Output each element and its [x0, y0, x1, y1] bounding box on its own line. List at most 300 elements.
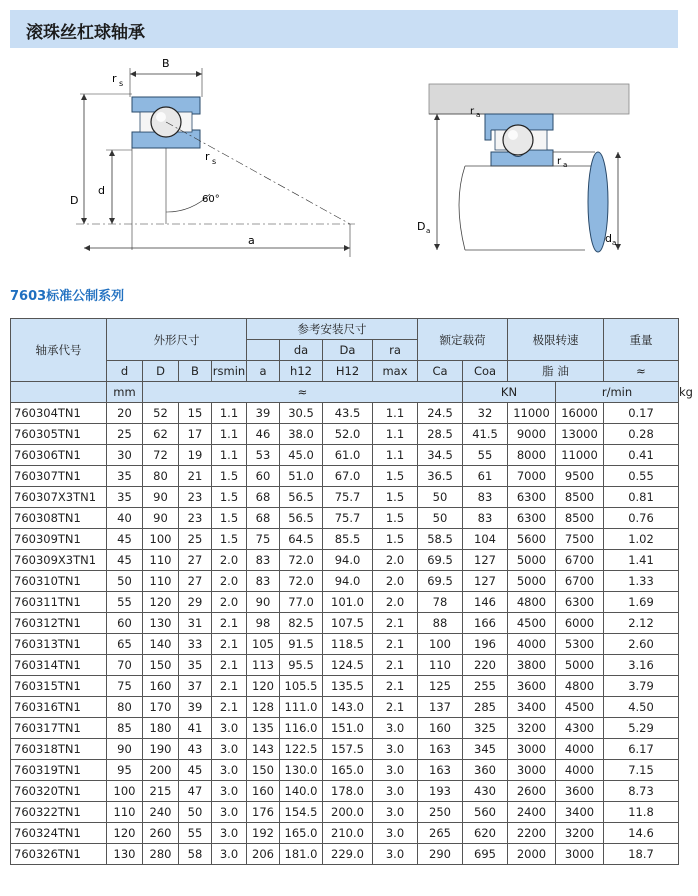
table-row [11, 718, 679, 739]
cell-d: 90 [107, 739, 143, 760]
cell-model: 760314TN1 [11, 655, 107, 676]
table-row [11, 823, 679, 844]
cell-Da: 75.7 [323, 508, 373, 529]
th-d: d [107, 361, 143, 382]
cell-Da: 165.0 [323, 760, 373, 781]
cell-speed-oil: 4300 [556, 718, 604, 739]
cell-Coa: 127 [463, 571, 508, 592]
cell-Da: 52.0 [323, 424, 373, 445]
cell-a: 160 [247, 781, 280, 802]
dim-label-rs-top: r [112, 72, 117, 85]
cell-a: 83 [247, 550, 280, 571]
cell-D: 240 [143, 802, 179, 823]
cell-ra: 3.0 [373, 802, 418, 823]
cell-Da: 101.0 [323, 592, 373, 613]
cell-weight: 8.73 [604, 781, 679, 802]
th-unit-approx: ≈ [143, 382, 463, 403]
dim-label-da: d [605, 232, 612, 245]
cell-Ca: 163 [418, 739, 463, 760]
cell-weight: 11.8 [604, 802, 679, 823]
cell-speed-grease: 7000 [508, 466, 556, 487]
cell-weight: 0.81 [604, 487, 679, 508]
cell-speed-oil: 3000 [556, 844, 604, 865]
cell-Ca: 290 [418, 844, 463, 865]
cell-Da: 143.0 [323, 697, 373, 718]
cell-speed-oil: 4000 [556, 739, 604, 760]
cell-Da: 118.5 [323, 634, 373, 655]
cell-a: 60 [247, 466, 280, 487]
cell-speed-oil: 3400 [556, 802, 604, 823]
cell-model: 760324TN1 [11, 823, 107, 844]
th-load: 额定载荷 [418, 319, 508, 361]
cell-da: 77.0 [280, 592, 323, 613]
cell-B: 23 [179, 487, 212, 508]
cell-rsmin: 1.5 [212, 487, 247, 508]
cell-Coa: 146 [463, 592, 508, 613]
cell-Da: 61.0 [323, 445, 373, 466]
cell-speed-grease: 9000 [508, 424, 556, 445]
cell-Coa: 104 [463, 529, 508, 550]
cell-da: 38.0 [280, 424, 323, 445]
cell-Ca: 160 [418, 718, 463, 739]
cell-weight: 0.17 [604, 403, 679, 424]
table-row [11, 844, 679, 865]
cell-Da: 229.0 [323, 844, 373, 865]
cell-model: 760311TN1 [11, 592, 107, 613]
cell-D: 200 [143, 760, 179, 781]
cell-D: 90 [143, 508, 179, 529]
cell-weight: 1.69 [604, 592, 679, 613]
cell-speed-grease: 2600 [508, 781, 556, 802]
cell-D: 215 [143, 781, 179, 802]
dim-label-D: D [70, 194, 79, 207]
cell-da: 130.0 [280, 760, 323, 781]
cell-Coa: 695 [463, 844, 508, 865]
cell-d: 120 [107, 823, 143, 844]
cell-Coa: 220 [463, 655, 508, 676]
cell-da: 181.0 [280, 844, 323, 865]
cell-rsmin: 1.5 [212, 466, 247, 487]
cell-model: 760308TN1 [11, 508, 107, 529]
cell-rsmin: 2.1 [212, 655, 247, 676]
cell-Coa: 127 [463, 550, 508, 571]
th-unit-rmin: r/min [556, 382, 679, 403]
cell-Ca: 36.5 [418, 466, 463, 487]
cell-Ca: 69.5 [418, 571, 463, 592]
cell-da: 140.0 [280, 781, 323, 802]
cell-speed-oil: 6300 [556, 592, 604, 613]
cell-speed-oil: 4500 [556, 697, 604, 718]
dim-label-ra-top-sub: a [476, 111, 481, 119]
cell-weight: 5.29 [604, 718, 679, 739]
cell-weight: 4.50 [604, 697, 679, 718]
cell-d: 75 [107, 676, 143, 697]
cell-weight: 3.16 [604, 655, 679, 676]
th-unit-mm: mm [107, 382, 143, 403]
cell-ra: 1.5 [373, 487, 418, 508]
cell-model: 760318TN1 [11, 739, 107, 760]
cell-ra: 2.0 [373, 550, 418, 571]
cell-da: 30.5 [280, 403, 323, 424]
cell-B: 50 [179, 802, 212, 823]
cell-ra: 3.0 [373, 823, 418, 844]
cell-a: 53 [247, 445, 280, 466]
dim-label-ra-side: r [557, 156, 562, 167]
cell-speed-grease: 6300 [508, 508, 556, 529]
cell-D: 260 [143, 823, 179, 844]
dim-label-angle: 60° [202, 194, 220, 205]
cell-rsmin: 1.1 [212, 445, 247, 466]
cell-speed-oil: 3600 [556, 781, 604, 802]
cell-Da: 151.0 [323, 718, 373, 739]
th-h12: h12 [280, 361, 323, 382]
cell-a: 83 [247, 571, 280, 592]
cell-B: 27 [179, 571, 212, 592]
cell-speed-oil: 13000 [556, 424, 604, 445]
cell-weight: 18.7 [604, 844, 679, 865]
cell-speed-grease: 2400 [508, 802, 556, 823]
cell-B: 25 [179, 529, 212, 550]
cell-Da: 43.5 [323, 403, 373, 424]
cell-Coa: 83 [463, 487, 508, 508]
cell-speed-grease: 4000 [508, 634, 556, 655]
dim-label-d: d [98, 184, 105, 197]
cell-speed-oil: 3200 [556, 823, 604, 844]
cell-B: 33 [179, 634, 212, 655]
cell-ra: 2.1 [373, 613, 418, 634]
table-row [11, 529, 679, 550]
cell-da: 56.5 [280, 508, 323, 529]
cell-Ca: 125 [418, 676, 463, 697]
cell-rsmin: 2.0 [212, 571, 247, 592]
dim-label-a: a [248, 234, 255, 247]
cell-model: 760319TN1 [11, 760, 107, 781]
cell-B: 45 [179, 760, 212, 781]
cell-speed-grease: 3200 [508, 718, 556, 739]
cell-D: 170 [143, 697, 179, 718]
cell-Coa: 325 [463, 718, 508, 739]
cell-speed-oil: 16000 [556, 403, 604, 424]
cell-rsmin: 1.5 [212, 508, 247, 529]
page-title: 滚珠丝杠球轴承 [26, 23, 145, 43]
cell-speed-grease: 3000 [508, 739, 556, 760]
th-install: 参考安装尺寸 [247, 319, 418, 340]
th-approx: ≈ [604, 361, 679, 382]
cell-Da: 124.5 [323, 655, 373, 676]
cell-B: 43 [179, 739, 212, 760]
cell-D: 80 [143, 466, 179, 487]
cell-speed-oil: 9500 [556, 466, 604, 487]
cell-ra: 2.0 [373, 592, 418, 613]
th-max: max [373, 361, 418, 382]
table-row [11, 592, 679, 613]
cell-speed-grease: 11000 [508, 403, 556, 424]
cell-da: 91.5 [280, 634, 323, 655]
cell-a: 135 [247, 718, 280, 739]
cell-Coa: 560 [463, 802, 508, 823]
cell-weight: 0.28 [604, 424, 679, 445]
cell-a: 150 [247, 760, 280, 781]
cell-D: 52 [143, 403, 179, 424]
cell-B: 15 [179, 403, 212, 424]
cell-a: 206 [247, 844, 280, 865]
cell-B: 31 [179, 613, 212, 634]
cell-speed-grease: 3000 [508, 760, 556, 781]
table-row [11, 739, 679, 760]
cell-D: 180 [143, 718, 179, 739]
th-outline: 外形尺寸 [107, 319, 247, 361]
cell-speed-oil: 4000 [556, 760, 604, 781]
cell-D: 72 [143, 445, 179, 466]
cell-speed-oil: 5000 [556, 655, 604, 676]
table-row [11, 697, 679, 718]
cell-speed-grease: 5000 [508, 550, 556, 571]
cell-model: 760316TN1 [11, 697, 107, 718]
cell-rsmin: 2.1 [212, 697, 247, 718]
cell-D: 160 [143, 676, 179, 697]
cell-B: 19 [179, 445, 212, 466]
cell-ra: 1.1 [373, 403, 418, 424]
cell-rsmin: 1.1 [212, 424, 247, 445]
spec-table-body [11, 403, 679, 865]
cell-Ca: 34.5 [418, 445, 463, 466]
cell-rsmin: 3.0 [212, 802, 247, 823]
cell-a: 39 [247, 403, 280, 424]
cell-speed-grease: 8000 [508, 445, 556, 466]
cell-speed-oil: 11000 [556, 445, 604, 466]
table-row [11, 550, 679, 571]
table-row [11, 487, 679, 508]
cell-d: 130 [107, 844, 143, 865]
cell-rsmin: 2.1 [212, 613, 247, 634]
cell-rsmin: 2.0 [212, 592, 247, 613]
cell-speed-grease: 6300 [508, 487, 556, 508]
cell-d: 25 [107, 424, 143, 445]
cell-B: 41 [179, 718, 212, 739]
cell-Coa: 41.5 [463, 424, 508, 445]
cell-ra: 2.1 [373, 634, 418, 655]
cell-weight: 0.55 [604, 466, 679, 487]
th-Ca: Ca [418, 361, 463, 382]
cell-B: 37 [179, 676, 212, 697]
cell-Ca: 250 [418, 802, 463, 823]
cell-speed-grease: 3600 [508, 676, 556, 697]
title-bar [10, 10, 678, 48]
cell-ra: 2.0 [373, 571, 418, 592]
cell-da: 56.5 [280, 487, 323, 508]
cell-weight: 2.12 [604, 613, 679, 634]
cell-ra: 3.0 [373, 718, 418, 739]
cell-ra: 3.0 [373, 739, 418, 760]
cell-B: 29 [179, 592, 212, 613]
cell-ra: 1.5 [373, 508, 418, 529]
cell-rsmin: 3.0 [212, 739, 247, 760]
cell-speed-grease: 5000 [508, 571, 556, 592]
cell-speed-oil: 8500 [556, 487, 604, 508]
cell-speed-grease: 2200 [508, 823, 556, 844]
th-weight: 重量 [604, 319, 679, 361]
cell-da: 64.5 [280, 529, 323, 550]
table-row [11, 613, 679, 634]
dim-label-ra-side-sub: a [563, 161, 568, 169]
cell-model: 760317TN1 [11, 718, 107, 739]
cell-da: 51.0 [280, 466, 323, 487]
cell-d: 20 [107, 403, 143, 424]
cell-a: 46 [247, 424, 280, 445]
cell-d: 70 [107, 655, 143, 676]
cell-speed-grease: 4500 [508, 613, 556, 634]
table-row [11, 760, 679, 781]
cell-Coa: 255 [463, 676, 508, 697]
th-H12: H12 [323, 361, 373, 382]
cell-Coa: 430 [463, 781, 508, 802]
cell-rsmin: 3.0 [212, 823, 247, 844]
cell-a: 75 [247, 529, 280, 550]
cell-model: 760306TN1 [11, 445, 107, 466]
cell-rsmin: 3.0 [212, 760, 247, 781]
cell-weight: 1.33 [604, 571, 679, 592]
spec-table: 轴承代号 外形尺寸 参考安装尺寸 额定载荷 极限转速 重量 da Da ra d D B rsmin a h12 H12 max Ca Coa 脂 油 ≈ mm ≈ KN r/min kg 760304TN1 20 52 15 1.1 39 30.5 43.5 1.1 24.5 32 11000 16000 0.17 760305TN1 25 62 17 1.1 46 38.0 52.0 1.1 28.5 41.5 9000 13000 0.28 760306TN1 30 72 19 1.1 53 45.0 61.0 1.1 34.5 55 8000 11000 0.41 760307TN1 35 80 21 1.5 60 51.0 67.0 1.5 36.5 61 7000 9500 0.55 760307X3TN1 35 90 23 1.5 68 56.5 75.7 1.5 50 83 6300 8500 0.81 760308TN1 40 90 23 1.5 68 56.5 75.7 1.5 50 83 6300 8500 0.76 760309TN1 45 100 25 1.5 75 64.5 85.5 1.5 58.5 104 5600 7500 1.02 760309X3TN1 45 110 27 2.0 83 72.0 94.0 2.0 69.5 127 5000 6700 1.41 760310TN1 50 110 27 2.0 83 72.0 94.0 2.0 69.5 127 5000 6700 1.33 760311TN1 55 120 29 2.0 90 77.0 101.0 2.0 78 146 4800 6300 1.69 760312TN1 60 130 31 2.1 98 82.5 107.5 2.1 88 166 4500 6000 2.12 760313TN1 65 140 33 2.1 105 91.5 118.5 2.1 100 196 4000 5300 2.60 760314TN1 70 150 35 2.1 113 95.5 124.5 2.1 110 220 3800 5000 3.16 760315TN1 75 160 37 2.1 120 105.5 135.5 2.1 125 255 3600 4800 3.79 760316TN1 80 170 39 2.1 128 111.0 143.0 2.1 137 285 3400 4500 4.50 760317TN1 85 180 41 3.0 135 116.0 151.0 3.0 160 325 3200 4300 5.29 760318TN1 90 190 43 3.0 143 122.5 157.5 3.0 163 345 3000 4000 6.17 760319TN1 95 200 45 3.0 150 130.0 165.0 3.0 163 360 3000 4000 7.15 760320TN1 100 215 47 3.0 160 140.0 178.0 3.0 193 430 2600 3600 8.73 760322TN1 110 240 50 3.0 176 154.5 200.0 3.0 250 560 2400 3400 11.8 760324TN1 120 260 55 3.0 192 165.0 210.0 3.0 265 620 2200 3200 14.6 760326TN1 130 280 58 3.0 206 181.0 229.0 3.0 290 695 2000 3000 18.7 [10, 318, 679, 865]
cell-Ca: 100 [418, 634, 463, 655]
cell-d: 35 [107, 466, 143, 487]
cell-B: 27 [179, 550, 212, 571]
cell-model: 760320TN1 [11, 781, 107, 802]
cell-D: 280 [143, 844, 179, 865]
cell-speed-oil: 6700 [556, 571, 604, 592]
cell-speed-oil: 6700 [556, 550, 604, 571]
cell-D: 100 [143, 529, 179, 550]
cell-a: 105 [247, 634, 280, 655]
cell-ra: 1.1 [373, 424, 418, 445]
cell-Da: 178.0 [323, 781, 373, 802]
cell-ra: 3.0 [373, 760, 418, 781]
cell-Da: 157.5 [323, 739, 373, 760]
cell-a: 176 [247, 802, 280, 823]
cell-Da: 210.0 [323, 823, 373, 844]
cell-da: 45.0 [280, 445, 323, 466]
cell-Coa: 285 [463, 697, 508, 718]
cell-rsmin: 1.5 [212, 529, 247, 550]
cell-da: 154.5 [280, 802, 323, 823]
cell-B: 35 [179, 655, 212, 676]
cell-model: 760304TN1 [11, 403, 107, 424]
cell-d: 40 [107, 508, 143, 529]
cell-D: 130 [143, 613, 179, 634]
cell-speed-oil: 4800 [556, 676, 604, 697]
cell-D: 190 [143, 739, 179, 760]
cell-weight: 7.15 [604, 760, 679, 781]
cell-Ca: 58.5 [418, 529, 463, 550]
cell-Da: 94.0 [323, 571, 373, 592]
cell-Coa: 32 [463, 403, 508, 424]
cell-a: 113 [247, 655, 280, 676]
th-rsmin: rsmin [212, 361, 247, 382]
cell-Coa: 196 [463, 634, 508, 655]
cell-da: 72.0 [280, 550, 323, 571]
cell-d: 45 [107, 529, 143, 550]
cell-weight: 3.79 [604, 676, 679, 697]
cell-Ca: 88 [418, 613, 463, 634]
cell-speed-grease: 4800 [508, 592, 556, 613]
cell-B: 39 [179, 697, 212, 718]
cell-Coa: 345 [463, 739, 508, 760]
cell-Ca: 163 [418, 760, 463, 781]
th-D: D [143, 361, 179, 382]
cell-a: 68 [247, 508, 280, 529]
dim-label-rs-side: r [205, 150, 210, 163]
cell-Ca: 110 [418, 655, 463, 676]
dim-label-Da: D [417, 220, 426, 233]
cell-da: 105.5 [280, 676, 323, 697]
cell-weight: 14.6 [604, 823, 679, 844]
table-row [11, 571, 679, 592]
cell-rsmin: 3.0 [212, 844, 247, 865]
cell-ra: 1.5 [373, 466, 418, 487]
cell-speed-oil: 5300 [556, 634, 604, 655]
cell-B: 58 [179, 844, 212, 865]
cell-model: 760313TN1 [11, 634, 107, 655]
cell-ra: 3.0 [373, 844, 418, 865]
table-row [11, 508, 679, 529]
cell-model: 760315TN1 [11, 676, 107, 697]
cell-Coa: 360 [463, 760, 508, 781]
cell-a: 120 [247, 676, 280, 697]
cell-weight: 2.60 [604, 634, 679, 655]
cell-model: 760322TN1 [11, 802, 107, 823]
mounting-diagram [415, 82, 640, 257]
cell-weight: 0.41 [604, 445, 679, 466]
cell-model: 760307TN1 [11, 466, 107, 487]
cell-Da: 67.0 [323, 466, 373, 487]
dim-label-rs-side-sub: s [212, 157, 217, 166]
cell-rsmin: 1.1 [212, 403, 247, 424]
cell-model: 760310TN1 [11, 571, 107, 592]
table-row [11, 403, 679, 424]
cell-Coa: 166 [463, 613, 508, 634]
cell-d: 50 [107, 571, 143, 592]
th-blank [247, 340, 280, 361]
cell-model: 760309TN1 [11, 529, 107, 550]
cell-d: 65 [107, 634, 143, 655]
cell-B: 47 [179, 781, 212, 802]
cell-speed-grease: 5600 [508, 529, 556, 550]
cell-d: 30 [107, 445, 143, 466]
cell-D: 140 [143, 634, 179, 655]
cell-d: 110 [107, 802, 143, 823]
table-row [11, 781, 679, 802]
th-grease-oil: 脂 油 [508, 361, 604, 382]
cell-da: 82.5 [280, 613, 323, 634]
cell-Da: 75.7 [323, 487, 373, 508]
cell-d: 55 [107, 592, 143, 613]
cell-d: 80 [107, 697, 143, 718]
cell-rsmin: 2.1 [212, 634, 247, 655]
cell-da: 72.0 [280, 571, 323, 592]
cell-a: 128 [247, 697, 280, 718]
cell-a: 90 [247, 592, 280, 613]
table-row [11, 445, 679, 466]
cell-model: 760326TN1 [11, 844, 107, 865]
cell-Ca: 50 [418, 508, 463, 529]
cell-D: 62 [143, 424, 179, 445]
cell-B: 21 [179, 466, 212, 487]
cell-a: 68 [247, 487, 280, 508]
cell-da: 116.0 [280, 718, 323, 739]
cell-D: 90 [143, 487, 179, 508]
cell-weight: 1.41 [604, 550, 679, 571]
cell-speed-oil: 6000 [556, 613, 604, 634]
cell-model: 760305TN1 [11, 424, 107, 445]
